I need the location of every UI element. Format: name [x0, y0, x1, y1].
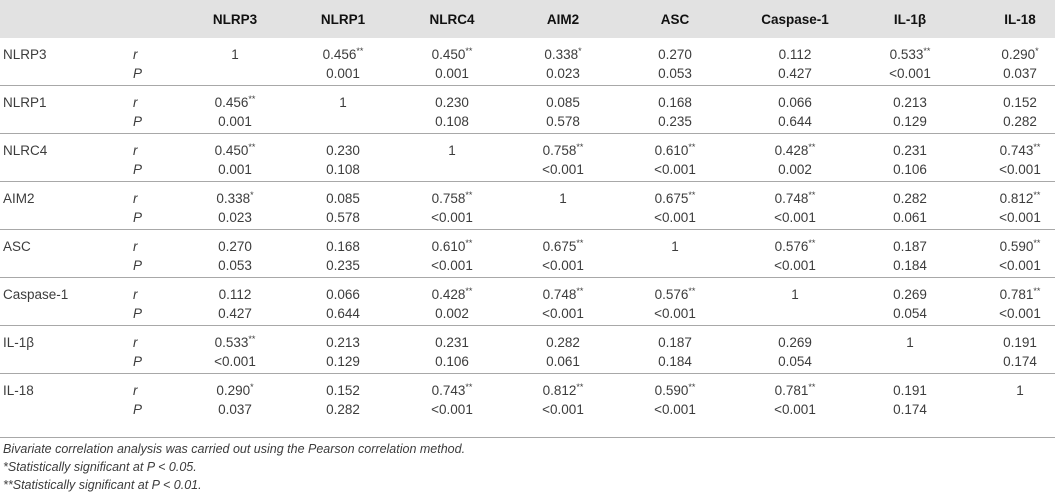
- r-value: 0.066: [778, 95, 812, 110]
- significance-marker: **: [808, 382, 816, 392]
- r-value: 0.781: [774, 383, 809, 398]
- r-value-cell: [513, 383, 613, 398]
- p-value-cell: <0.001: [542, 162, 584, 177]
- p-value-cell: 0.037: [1003, 66, 1037, 81]
- p-value-cell: 0.427: [218, 306, 252, 321]
- r-value: 0.290: [1001, 47, 1036, 62]
- r-value-cell: [745, 383, 845, 398]
- r-value-cell: [860, 143, 960, 158]
- significance-marker: **: [465, 382, 473, 392]
- r-value: 0.450: [214, 143, 249, 158]
- r-value: 0.168: [658, 95, 692, 110]
- r-value-cell: [293, 47, 393, 62]
- r-value: 0.428: [431, 287, 466, 302]
- r-value: 1: [791, 287, 799, 302]
- table-note-method: Bivariate correlation analysis was carried out using the Pearson correlation method.: [3, 442, 466, 456]
- p-value-cell: 0.184: [658, 354, 692, 369]
- r-value-cell: [513, 287, 613, 302]
- p-value-cell: <0.001: [431, 258, 473, 273]
- r-value: 1: [339, 95, 347, 110]
- r-value: 0.230: [435, 95, 469, 110]
- significance-marker: **: [465, 46, 473, 56]
- row-label: NLRP3: [3, 47, 47, 62]
- p-value-cell: 0.644: [326, 306, 360, 321]
- r-value-cell: [970, 95, 1055, 110]
- r-value-cell: [185, 335, 285, 350]
- p-value-cell: <0.001: [214, 354, 256, 369]
- p-value-cell: <0.001: [999, 162, 1041, 177]
- column-header: ASC: [660, 12, 690, 27]
- row-label: NLRP1: [3, 95, 47, 110]
- r-value-cell: [293, 239, 393, 254]
- table-header: [0, 0, 1055, 38]
- significance-marker: **: [248, 94, 256, 104]
- p-value-cell: <0.001: [654, 210, 696, 225]
- r-value: 0.191: [893, 383, 927, 398]
- p-value-cell: 0.174: [1003, 354, 1037, 369]
- significance-marker: **: [808, 190, 816, 200]
- column-header: IL-1β: [893, 12, 927, 27]
- significance-marker: **: [808, 238, 816, 248]
- r-value: 0.748: [542, 287, 577, 302]
- p-value-cell: <0.001: [999, 306, 1041, 321]
- significance-marker: **: [688, 142, 696, 152]
- r-value: 0.590: [654, 383, 689, 398]
- row-label: IL-1β: [3, 335, 35, 350]
- significance-marker: **: [1033, 286, 1041, 296]
- r-value-cell: [402, 239, 502, 254]
- column-header: IL-18: [1004, 12, 1036, 27]
- column-header: NLRP3: [212, 12, 258, 27]
- r-value-cell: [860, 95, 960, 110]
- r-value-cell: [745, 239, 845, 254]
- significance-marker: **: [688, 190, 696, 200]
- r-value: 0.152: [326, 383, 360, 398]
- r-value: 0.213: [326, 335, 360, 350]
- r-value: 0.812: [999, 191, 1034, 206]
- r-value-cell: [970, 143, 1055, 158]
- r-value-cell: [860, 47, 960, 62]
- r-value-cell: [402, 383, 502, 398]
- diagonal-cell: [513, 191, 613, 206]
- r-value: 0.675: [542, 239, 577, 254]
- r-value-cell: [293, 287, 393, 302]
- significance-marker: **: [688, 286, 696, 296]
- r-value: 0.112: [778, 47, 812, 62]
- p-value-cell: <0.001: [542, 402, 584, 417]
- p-value-cell: <0.001: [431, 210, 473, 225]
- r-value: 1: [671, 239, 679, 254]
- significance-marker: *: [1035, 46, 1039, 56]
- stat-label-p: P: [133, 402, 143, 417]
- r-value: 1: [1016, 383, 1024, 398]
- r-value: 0.781: [999, 287, 1034, 302]
- stat-label-r: r: [133, 191, 138, 206]
- r-value: 0.191: [1003, 335, 1037, 350]
- row-label: AIM2: [3, 191, 35, 206]
- table-bottom-rule: [0, 437, 1055, 438]
- r-value: 0.152: [1003, 95, 1037, 110]
- row-label: ASC: [3, 239, 31, 254]
- stat-label-p: P: [133, 258, 143, 273]
- r-value: 0.270: [218, 239, 252, 254]
- diagonal-cell: [625, 239, 725, 254]
- column-header: NLRC4: [429, 12, 475, 27]
- r-value: 0.290: [216, 383, 251, 398]
- table-row-group: [0, 38, 1055, 86]
- r-value: 0.812: [542, 383, 577, 398]
- r-value: 1: [231, 47, 239, 62]
- p-value-cell: 0.053: [658, 66, 692, 81]
- r-value: 0.533: [214, 335, 249, 350]
- p-value-cell: <0.001: [654, 306, 696, 321]
- r-value: 0.085: [546, 95, 580, 110]
- p-value-cell: 0.023: [546, 66, 580, 81]
- significance-marker: **: [576, 142, 584, 152]
- p-value-cell: 0.054: [778, 354, 812, 369]
- p-value-cell: 0.235: [658, 114, 692, 129]
- r-value-cell: [970, 47, 1055, 62]
- row-label: IL-18: [3, 383, 34, 398]
- p-value-cell: <0.001: [774, 210, 816, 225]
- row-label: NLRC4: [3, 143, 48, 158]
- r-value-cell: [745, 335, 845, 350]
- r-value-cell: [513, 95, 613, 110]
- significance-marker: **: [465, 286, 473, 296]
- significance-marker: **: [808, 142, 816, 152]
- diagonal-cell: [745, 287, 845, 302]
- p-value-cell: 0.106: [893, 162, 927, 177]
- p-value-cell: 0.023: [218, 210, 252, 225]
- p-value-cell: 0.002: [435, 306, 469, 321]
- significance-marker: **: [465, 238, 473, 248]
- row-label: Caspase-1: [3, 287, 69, 302]
- r-value: 0.456: [214, 95, 249, 110]
- r-value-cell: [745, 95, 845, 110]
- r-value: 0.576: [774, 239, 809, 254]
- p-value-cell: 0.037: [218, 402, 252, 417]
- table-row-group: [0, 85, 1055, 134]
- r-value: 0.282: [893, 191, 927, 206]
- p-value-cell: <0.001: [542, 258, 584, 273]
- significance-marker: **: [1033, 190, 1041, 200]
- r-value: 0.450: [431, 47, 466, 62]
- r-value-cell: [970, 287, 1055, 302]
- column-header: AIM2: [546, 12, 580, 27]
- r-value: 0.282: [546, 335, 580, 350]
- r-value: 0.066: [326, 287, 360, 302]
- significance-marker: **: [356, 46, 364, 56]
- significance-marker: **: [465, 190, 473, 200]
- table-row-group: [0, 325, 1055, 374]
- r-value-cell: [513, 335, 613, 350]
- r-value-cell: [745, 191, 845, 206]
- r-value-cell: [625, 143, 725, 158]
- r-value-cell: [185, 95, 285, 110]
- r-value: 0.675: [654, 191, 689, 206]
- significance-marker: **: [576, 238, 584, 248]
- diagonal-cell: [185, 47, 285, 62]
- r-value: 0.230: [326, 143, 360, 158]
- r-value: 0.231: [893, 143, 927, 158]
- r-value: 0.533: [889, 47, 924, 62]
- significance-marker: **: [576, 286, 584, 296]
- r-value: 0.269: [778, 335, 812, 350]
- r-value: 0.231: [435, 335, 469, 350]
- r-value: 0.456: [322, 47, 357, 62]
- stat-label-r: r: [133, 239, 138, 254]
- r-value-cell: [625, 191, 725, 206]
- r-value: 1: [906, 335, 914, 350]
- p-value-cell: 0.108: [326, 162, 360, 177]
- p-value-cell: 0.129: [893, 114, 927, 129]
- p-value-cell: 0.235: [326, 258, 360, 273]
- r-value: 0.338: [544, 47, 579, 62]
- r-value: 0.168: [326, 239, 360, 254]
- p-value-cell: 0.001: [326, 66, 360, 81]
- r-value-cell: [293, 191, 393, 206]
- r-value-cell: [970, 335, 1055, 350]
- p-value-cell: 0.174: [893, 402, 927, 417]
- stat-label-r: r: [133, 47, 138, 62]
- r-value: 0.085: [326, 191, 360, 206]
- r-value-cell: [625, 47, 725, 62]
- p-value-cell: 0.578: [326, 210, 360, 225]
- r-value: 0.187: [658, 335, 692, 350]
- r-value-cell: [185, 383, 285, 398]
- stat-label-r: r: [133, 143, 138, 158]
- p-value-cell: 0.001: [435, 66, 469, 81]
- stat-label-p: P: [133, 66, 143, 81]
- r-value-cell: [860, 383, 960, 398]
- r-value-cell: [625, 287, 725, 302]
- r-value: 0.576: [654, 287, 689, 302]
- p-value-cell: <0.001: [999, 258, 1041, 273]
- r-value: 0.112: [218, 287, 252, 302]
- stat-label-p: P: [133, 354, 143, 369]
- table-row-group: [0, 373, 1055, 422]
- diagonal-cell: [860, 335, 960, 350]
- r-value: 0.213: [893, 95, 927, 110]
- p-value-cell: 0.053: [218, 258, 252, 273]
- significance-marker: **: [248, 142, 256, 152]
- significance-marker: *: [578, 46, 582, 56]
- r-value-cell: [185, 143, 285, 158]
- p-value-cell: <0.001: [431, 402, 473, 417]
- p-value-cell: <0.001: [654, 162, 696, 177]
- r-value: 0.758: [431, 191, 466, 206]
- r-value-cell: [293, 383, 393, 398]
- r-value-cell: [402, 95, 502, 110]
- r-value: 0.269: [893, 287, 927, 302]
- p-value-cell: 0.054: [893, 306, 927, 321]
- column-header: NLRP1: [320, 12, 366, 27]
- r-value: 0.270: [658, 47, 692, 62]
- stat-label-r: r: [133, 95, 138, 110]
- r-value-cell: [860, 239, 960, 254]
- p-value-cell: <0.001: [774, 402, 816, 417]
- r-value-cell: [185, 239, 285, 254]
- table-row-group: [0, 133, 1055, 182]
- table-row-group: [0, 277, 1055, 326]
- p-value-cell: <0.001: [999, 210, 1041, 225]
- significance-marker: *: [250, 190, 254, 200]
- significance-marker: **: [688, 382, 696, 392]
- r-value: 0.758: [542, 143, 577, 158]
- p-value-cell: <0.001: [542, 306, 584, 321]
- stat-label-p: P: [133, 162, 143, 177]
- r-value-cell: [513, 47, 613, 62]
- r-value-cell: [860, 287, 960, 302]
- table-note-sig-05: *Statistically significant at P < 0.05.: [3, 460, 197, 474]
- r-value-cell: [185, 287, 285, 302]
- r-value-cell: [293, 143, 393, 158]
- p-value-cell: 0.282: [1003, 114, 1037, 129]
- stat-label-r: r: [133, 383, 138, 398]
- r-value: 0.338: [216, 191, 251, 206]
- significance-marker: **: [1033, 142, 1041, 152]
- r-value-cell: [625, 335, 725, 350]
- r-value: 0.748: [774, 191, 809, 206]
- significance-marker: **: [248, 334, 256, 344]
- diagonal-cell: [970, 383, 1055, 398]
- r-value: 0.610: [431, 239, 466, 254]
- diagonal-cell: [293, 95, 393, 110]
- r-value-cell: [860, 191, 960, 206]
- r-value-cell: [625, 383, 725, 398]
- stat-label-p: P: [133, 306, 143, 321]
- r-value: 1: [448, 143, 456, 158]
- table-note-sig-01: **Statistically significant at P < 0.01.: [3, 478, 202, 492]
- r-value-cell: [745, 143, 845, 158]
- p-value-cell: 0.578: [546, 114, 580, 129]
- p-value-cell: 0.108: [435, 114, 469, 129]
- p-value-cell: <0.001: [654, 402, 696, 417]
- r-value-cell: [970, 191, 1055, 206]
- p-value-cell: 0.002: [778, 162, 812, 177]
- p-value-cell: <0.001: [889, 66, 931, 81]
- p-value-cell: 0.061: [893, 210, 927, 225]
- r-value-cell: [402, 287, 502, 302]
- significance-marker: *: [250, 382, 254, 392]
- significance-marker: **: [923, 46, 931, 56]
- r-value: 0.743: [431, 383, 466, 398]
- p-value-cell: 0.001: [218, 114, 252, 129]
- r-value-cell: [402, 47, 502, 62]
- table-row-group: [0, 229, 1055, 278]
- significance-marker: **: [576, 382, 584, 392]
- stat-label-p: P: [133, 210, 143, 225]
- r-value-cell: [513, 143, 613, 158]
- r-value: 1: [559, 191, 567, 206]
- p-value-cell: 0.129: [326, 354, 360, 369]
- r-value-cell: [402, 191, 502, 206]
- r-value-cell: [513, 239, 613, 254]
- r-value-cell: [745, 47, 845, 62]
- r-value: 0.187: [893, 239, 927, 254]
- r-value-cell: [293, 335, 393, 350]
- p-value-cell: 0.184: [893, 258, 927, 273]
- stat-label-r: r: [133, 335, 138, 350]
- diagonal-cell: [402, 143, 502, 158]
- r-value-cell: [625, 95, 725, 110]
- r-value-cell: [402, 335, 502, 350]
- r-value: 0.428: [774, 143, 809, 158]
- p-value-cell: 0.106: [435, 354, 469, 369]
- stat-label-p: P: [133, 114, 143, 129]
- stat-label-r: r: [133, 287, 138, 302]
- table-row-group: [0, 181, 1055, 230]
- significance-marker: **: [1033, 238, 1041, 248]
- r-value-cell: [970, 239, 1055, 254]
- column-header: Caspase-1: [761, 12, 829, 27]
- r-value-cell: [185, 191, 285, 206]
- p-value-cell: 0.001: [218, 162, 252, 177]
- r-value: 0.610: [654, 143, 689, 158]
- p-value-cell: 0.061: [546, 354, 580, 369]
- r-value: 0.590: [999, 239, 1034, 254]
- p-value-cell: 0.427: [778, 66, 812, 81]
- r-value: 0.743: [999, 143, 1034, 158]
- p-value-cell: 0.282: [326, 402, 360, 417]
- p-value-cell: 0.644: [778, 114, 812, 129]
- p-value-cell: <0.001: [774, 258, 816, 273]
